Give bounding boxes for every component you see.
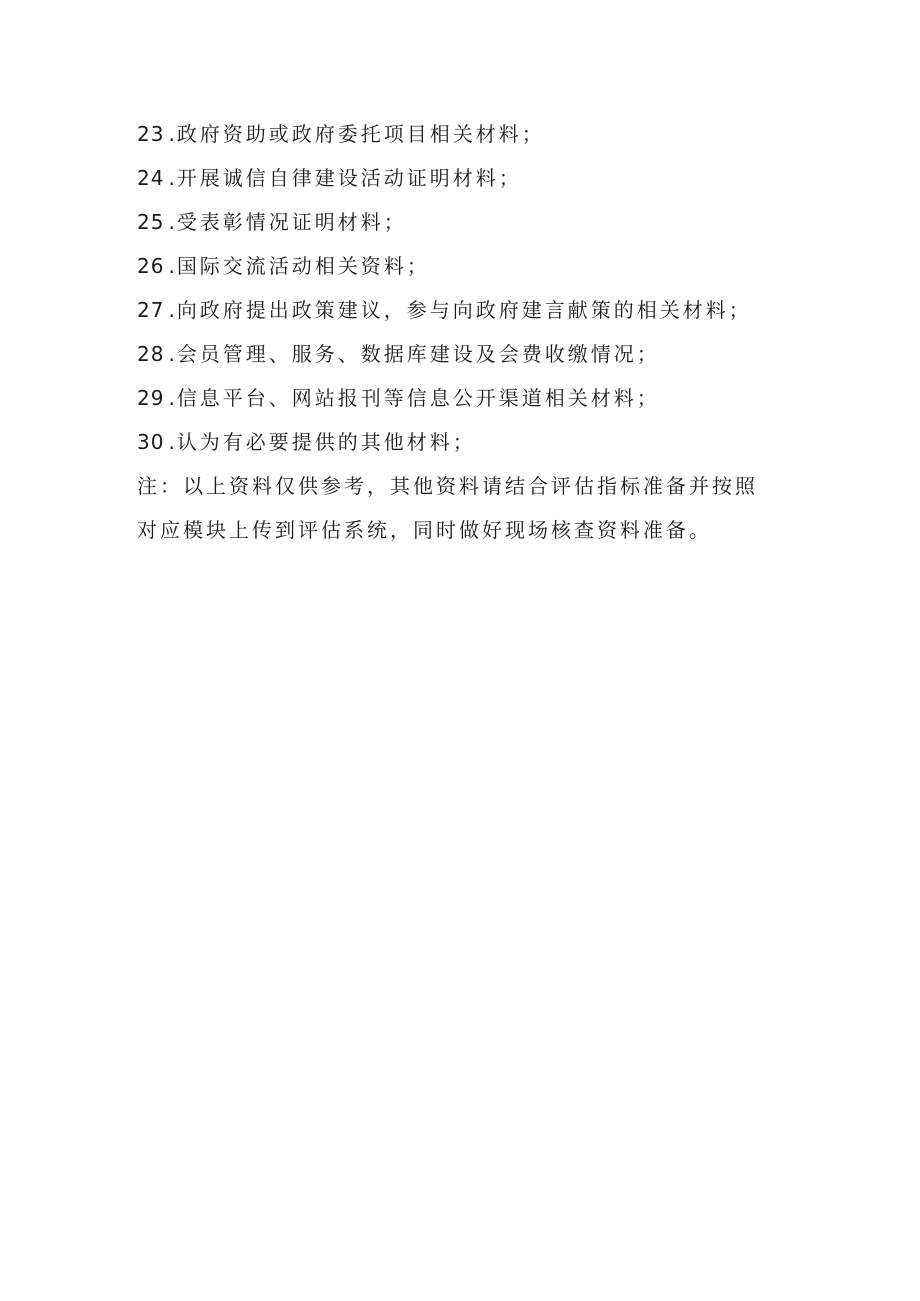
list-item [137, 112, 797, 156]
item-separator: . [168, 122, 175, 146]
item-number: 25 [137, 210, 165, 234]
item-text: 开展诚信自律建设活动证明材料； [176, 166, 522, 190]
list-item [137, 244, 797, 288]
note-line-1: 注：以上资料仅供参考，其他资料请结合评估指标准备并按照 [137, 474, 758, 498]
item-separator: . [168, 254, 175, 278]
list-item [137, 332, 797, 376]
item-number: 23 [137, 122, 165, 146]
item-separator: . [168, 386, 175, 410]
item-number: 27 [137, 298, 165, 322]
item-text: 政府资助或政府委托项目相关材料； [176, 122, 545, 146]
item-separator: . [168, 166, 175, 190]
item-text: 认为有必要提供的其他材料； [176, 430, 476, 454]
item-number: 26 [137, 254, 165, 278]
item-separator: . [168, 430, 175, 454]
list-item [137, 156, 797, 200]
list-item [137, 288, 797, 332]
item-number: 24 [137, 166, 165, 190]
list-item [137, 376, 797, 420]
item-separator: . [168, 342, 175, 366]
item-separator: . [168, 210, 175, 234]
note-line-2: 对应模块上传到评估系统，同时做好现场核查资料准备。 [137, 518, 712, 542]
list-item [137, 420, 797, 464]
item-text: 信息平台、网站报刊等信息公开渠道相关材料； [176, 386, 660, 410]
item-number: 28 [137, 342, 165, 366]
document-content [137, 112, 797, 552]
item-text: 受表彰情况证明材料； [176, 210, 407, 234]
item-text: 国际交流活动相关资料； [176, 254, 430, 278]
item-separator: . [168, 298, 175, 322]
item-text: 会员管理、服务、数据库建设及会费收缴情况； [176, 342, 660, 366]
note-paragraph [137, 464, 777, 552]
item-number: 30 [137, 430, 165, 454]
list-item [137, 200, 797, 244]
item-text: 向政府提出政策建议，参与向政府建言献策的相关材料； [176, 298, 752, 322]
item-number: 29 [137, 386, 165, 410]
